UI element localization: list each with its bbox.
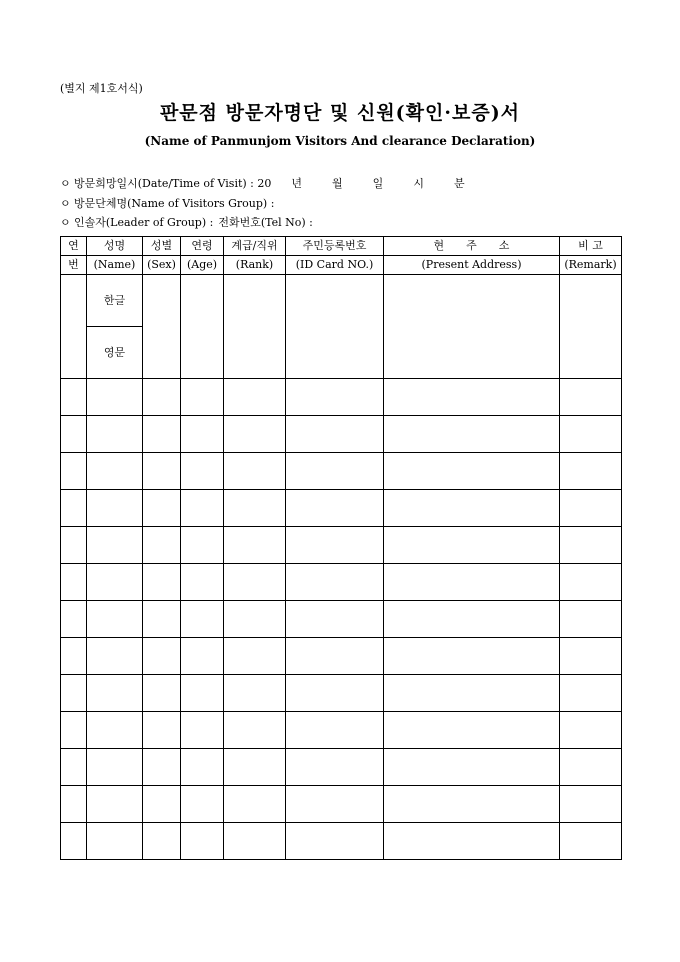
- form-subtitle: (Name of Panmunjom Visitors And clearance Declaration): [144, 134, 536, 148]
- table-cell[interactable]: [384, 786, 560, 823]
- column-header: 현 주 소: [384, 237, 560, 256]
- form-title: 판문점 방문자명단 및 신원(확인·보증)서: [159, 102, 521, 124]
- table-cell[interactable]: [560, 638, 622, 675]
- table-cell[interactable]: [286, 275, 384, 379]
- table-row: [61, 527, 622, 564]
- table-cell[interactable]: [61, 675, 87, 712]
- table-cell[interactable]: [181, 823, 224, 860]
- column-header-english: (Remark): [560, 256, 622, 275]
- table-row: [61, 749, 622, 786]
- leader-line: [60, 214, 313, 230]
- table-row: [61, 564, 622, 601]
- table-cell[interactable]: [224, 601, 286, 638]
- visitor-roster-table: [60, 236, 622, 860]
- table-cell[interactable]: [181, 675, 224, 712]
- table-cell[interactable]: [61, 749, 87, 786]
- table-cell[interactable]: [87, 416, 143, 453]
- table-cell[interactable]: [224, 786, 286, 823]
- table-cell[interactable]: [181, 749, 224, 786]
- table-cell[interactable]: [384, 712, 560, 749]
- hour-label: 시: [413, 177, 424, 190]
- table-cell[interactable]: [87, 749, 143, 786]
- table-cell[interactable]: [224, 749, 286, 786]
- table-cell[interactable]: [61, 453, 87, 490]
- table-cell[interactable]: [87, 527, 143, 564]
- table-cell[interactable]: [224, 275, 286, 379]
- day-label: 일: [372, 177, 384, 190]
- table-cell[interactable]: [560, 601, 622, 638]
- table-cell[interactable]: [143, 564, 181, 601]
- table-cell[interactable]: [61, 564, 87, 601]
- table-cell[interactable]: [384, 638, 560, 675]
- table-cell[interactable]: [143, 675, 181, 712]
- annex-label: (별지 제1호서식): [60, 82, 143, 95]
- table-cell[interactable]: [286, 379, 384, 416]
- table-row: [61, 712, 622, 749]
- column-header-english: 번: [61, 256, 87, 275]
- table-cell[interactable]: [286, 638, 384, 675]
- table-cell[interactable]: [143, 601, 181, 638]
- table-cell[interactable]: [61, 275, 87, 379]
- table-cell[interactable]: [384, 823, 560, 860]
- table-cell[interactable]: [87, 712, 143, 749]
- table-cell[interactable]: [384, 749, 560, 786]
- table-cell[interactable]: [87, 823, 143, 860]
- column-header: 연령: [181, 237, 224, 256]
- column-header: 주민등록번호: [286, 237, 384, 256]
- table-cell[interactable]: [224, 379, 286, 416]
- table-cell[interactable]: [286, 675, 384, 712]
- table-cell[interactable]: [181, 490, 224, 527]
- table-cell[interactable]: [560, 275, 622, 379]
- table-cell[interactable]: [286, 823, 384, 860]
- table-cell[interactable]: [286, 601, 384, 638]
- table-cell[interactable]: [181, 564, 224, 601]
- table-cell[interactable]: [143, 786, 181, 823]
- table-cell[interactable]: [560, 527, 622, 564]
- table-cell[interactable]: [143, 379, 181, 416]
- table-cell[interactable]: [181, 786, 224, 823]
- table-cell[interactable]: [61, 379, 87, 416]
- table-cell[interactable]: [286, 453, 384, 490]
- first-entry-row: [61, 275, 622, 379]
- table-row: [61, 453, 622, 490]
- header-row-english: [61, 256, 622, 275]
- table-row: [61, 638, 622, 675]
- column-header: 비 고: [560, 237, 622, 256]
- bullet-icon: ㅇ: [60, 216, 71, 229]
- table-cell[interactable]: [384, 416, 560, 453]
- column-header-english: (Present Address): [384, 256, 560, 275]
- table-cell[interactable]: [87, 564, 143, 601]
- table-cell[interactable]: [143, 453, 181, 490]
- table-cell[interactable]: [286, 712, 384, 749]
- table-cell[interactable]: [87, 453, 143, 490]
- table-row: [61, 601, 622, 638]
- bullet-icon: ㅇ: [60, 197, 71, 210]
- table-cell[interactable]: [384, 275, 560, 379]
- month-label: 월: [332, 177, 343, 190]
- table-cell[interactable]: [61, 712, 87, 749]
- visitors-group-line: [60, 195, 274, 211]
- table-cell[interactable]: [560, 675, 622, 712]
- column-header-english: (ID Card NO.): [286, 256, 384, 275]
- name-cell[interactable]: [87, 275, 143, 379]
- column-header: 계급/직위: [224, 237, 286, 256]
- column-header-english: (Name): [87, 256, 143, 275]
- column-header: 연: [61, 237, 87, 256]
- table-cell[interactable]: [61, 638, 87, 675]
- table-cell[interactable]: [87, 675, 143, 712]
- table-cell[interactable]: [286, 416, 384, 453]
- minute-label: 분: [453, 177, 465, 190]
- table-cell[interactable]: [384, 564, 560, 601]
- table-cell[interactable]: [224, 416, 286, 453]
- bullet-icon: ㅇ: [60, 177, 71, 190]
- visitors-group-label: 방문단체명(Name of Visitors Group) :: [74, 197, 275, 210]
- table-cell[interactable]: [286, 490, 384, 527]
- table-row: [61, 823, 622, 860]
- table-cell[interactable]: [87, 490, 143, 527]
- table-row: [61, 379, 622, 416]
- table-cell[interactable]: [384, 601, 560, 638]
- column-header-english: (Sex): [143, 256, 181, 275]
- leader-label: 인솔자(Leader of Group) :: [74, 216, 214, 229]
- table-cell[interactable]: [560, 490, 622, 527]
- table-cell[interactable]: [143, 490, 181, 527]
- table-cell[interactable]: [181, 453, 224, 490]
- table-cell[interactable]: [384, 490, 560, 527]
- table-cell[interactable]: [87, 601, 143, 638]
- table-row: [61, 416, 622, 453]
- table-cell[interactable]: [384, 453, 560, 490]
- table-cell[interactable]: [87, 786, 143, 823]
- table-cell[interactable]: [560, 823, 622, 860]
- table-cell[interactable]: [181, 379, 224, 416]
- table-cell[interactable]: [384, 379, 560, 416]
- table-cell[interactable]: [143, 527, 181, 564]
- table-cell[interactable]: [181, 638, 224, 675]
- table-row: [61, 675, 622, 712]
- table-cell[interactable]: [560, 712, 622, 749]
- name-korean-label: 한글: [103, 294, 126, 307]
- table-cell[interactable]: [181, 712, 224, 749]
- table-cell[interactable]: [384, 675, 560, 712]
- table-cell[interactable]: [181, 527, 224, 564]
- table-cell[interactable]: [286, 786, 384, 823]
- table-cell[interactable]: [61, 490, 87, 527]
- table-cell[interactable]: [87, 638, 143, 675]
- table-cell[interactable]: [560, 749, 622, 786]
- column-header-english: (Age): [181, 256, 224, 275]
- table-cell[interactable]: [143, 712, 181, 749]
- visit-datetime-line: [60, 175, 465, 191]
- table-cell[interactable]: [224, 712, 286, 749]
- table-cell[interactable]: [181, 601, 224, 638]
- table-cell[interactable]: [224, 675, 286, 712]
- table-cell[interactable]: [384, 527, 560, 564]
- table-cell[interactable]: [224, 453, 286, 490]
- table-cell[interactable]: [181, 275, 224, 379]
- table-cell[interactable]: [286, 564, 384, 601]
- table-cell[interactable]: [560, 416, 622, 453]
- table-cell[interactable]: [61, 786, 87, 823]
- table-cell[interactable]: [560, 564, 622, 601]
- phone-label: 전화번호(Tel No) :: [218, 216, 313, 229]
- year-label: 년: [291, 177, 303, 190]
- column-header: 성명: [87, 237, 143, 256]
- table-cell[interactable]: [61, 601, 87, 638]
- table-cell[interactable]: [224, 527, 286, 564]
- table-cell[interactable]: [61, 527, 87, 564]
- visit-datetime-label: 방문희망일시(Date/Time of Visit) : 20: [74, 177, 272, 190]
- table-cell[interactable]: [61, 416, 87, 453]
- table-cell[interactable]: [87, 379, 143, 416]
- table-cell[interactable]: [224, 638, 286, 675]
- table-row: [61, 786, 622, 823]
- column-header: 성별: [143, 237, 181, 256]
- name-english-label: 영문: [87, 326, 142, 378]
- table-cell[interactable]: [143, 823, 181, 860]
- table-cell[interactable]: [143, 275, 181, 379]
- table-cell[interactable]: [286, 749, 384, 786]
- table-cell[interactable]: [224, 823, 286, 860]
- header-row-korean: [61, 237, 622, 256]
- table-cell[interactable]: [286, 527, 384, 564]
- table-cell[interactable]: [143, 749, 181, 786]
- table-cell[interactable]: [143, 416, 181, 453]
- column-header-english: (Rank): [224, 256, 286, 275]
- table-cell[interactable]: [224, 564, 286, 601]
- table-cell[interactable]: [143, 638, 181, 675]
- table-cell[interactable]: [560, 786, 622, 823]
- table-row: [61, 490, 622, 527]
- table-cell[interactable]: [224, 490, 286, 527]
- table-cell[interactable]: [181, 416, 224, 453]
- table-cell[interactable]: [560, 379, 622, 416]
- table-cell[interactable]: [61, 823, 87, 860]
- table-cell[interactable]: [560, 453, 622, 490]
